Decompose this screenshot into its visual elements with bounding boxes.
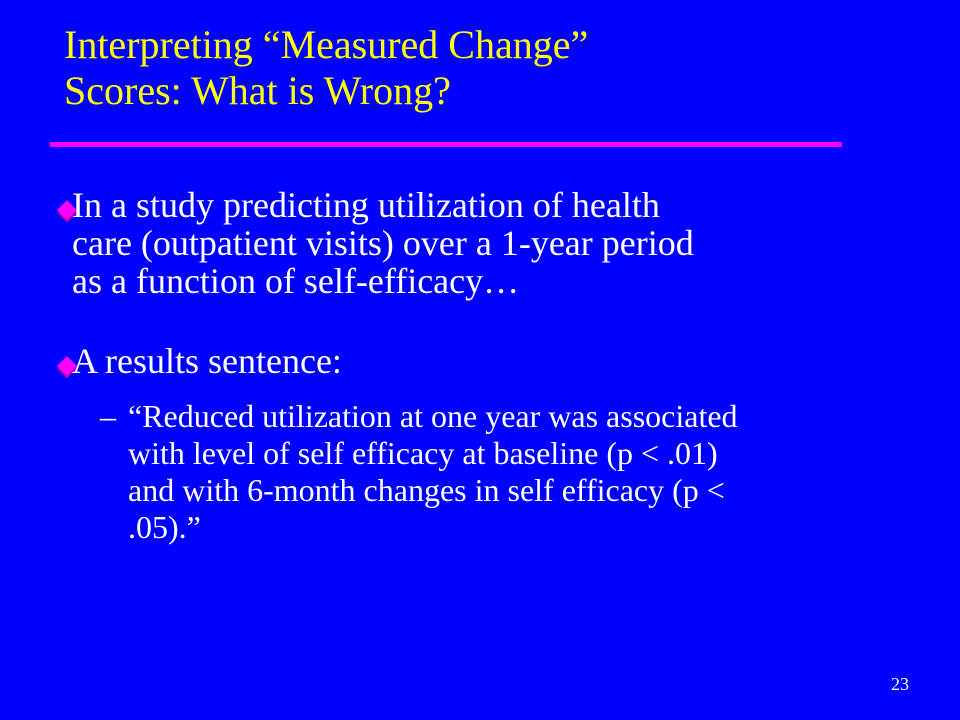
dash-marker: –: [100, 398, 116, 434]
slide-title: [64, 22, 884, 114]
title-underline-rule: [50, 142, 842, 147]
sub-bullet-line: and with 6-month changes in self efficacy (p <: [128, 472, 725, 508]
bullet-item: [72, 186, 912, 300]
bullet-line: A results sentence:: [72, 341, 342, 381]
bullet-line: In a study predicting utilization of health: [72, 185, 660, 225]
slide-title-line: Scores: What is Wrong?: [64, 68, 451, 113]
bullet-item: [72, 342, 912, 380]
bullet-line: care (outpatient visits) over a 1-year period: [72, 223, 694, 263]
slide-title-line: Interpreting “Measured Change”: [64, 22, 589, 67]
bullet-line: as a function of self-efficacy…: [72, 261, 520, 301]
page-number: 23: [891, 674, 909, 694]
sub-bullet-item: [100, 398, 920, 546]
sub-bullet-line: .05).”: [128, 509, 201, 545]
sub-bullet-line: “Reduced utilization at one year was associated: [128, 398, 738, 434]
sub-bullet-line: with level of self efficacy at baseline (p < .01): [128, 435, 718, 471]
